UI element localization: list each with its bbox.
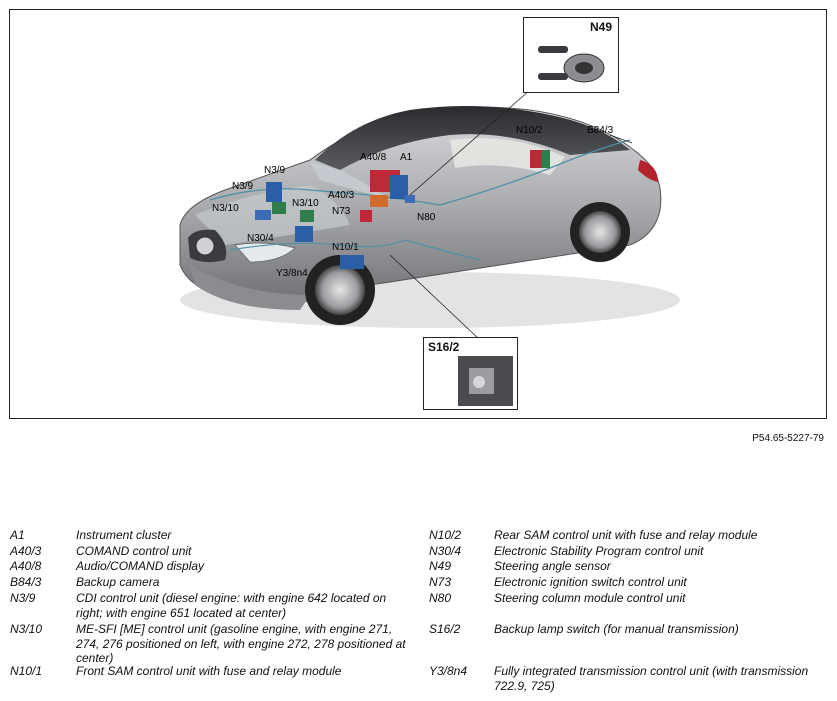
callout-n30-4: N30/4 — [247, 233, 274, 244]
legend-code: A40/3 — [10, 544, 42, 558]
legend-desc: Rear SAM control unit with fuse and relay module — [494, 528, 758, 542]
legend-desc: CDI control unit (diesel engine: with engine 642 located on right; with engine 651 located at center) — [76, 591, 387, 620]
callout-a40-3: A40/3 — [328, 190, 355, 201]
n49-inset — [523, 17, 619, 93]
callout-n73: N73 — [332, 206, 351, 217]
legend-desc: Steering angle sensor — [494, 559, 611, 573]
legend-desc: Fully integrated transmission control unit (with transmission 722.9, 725) — [494, 664, 809, 693]
callout-n3-9-b: N3/9 — [232, 181, 254, 192]
legend-code: Y3/8n4 — [429, 664, 468, 678]
n49-inset-label: N49 — [589, 20, 612, 34]
callout-n10-1: N10/1 — [332, 242, 359, 253]
s16-2-inset — [423, 337, 518, 410]
callout-b84-3: B84/3 — [587, 125, 614, 136]
figure-reference: P54.65-5227-79 — [752, 433, 824, 444]
legend-desc: COMAND control unit — [76, 544, 192, 558]
callout-n80: N80 — [417, 212, 436, 223]
legend-desc: Backup lamp switch (for manual transmission) — [494, 622, 739, 636]
s16-2-inset-label: S16/2 — [428, 340, 460, 354]
legend-code: A40/8 — [10, 559, 42, 573]
legend-code: N10/1 — [10, 664, 43, 678]
legend-code: N73 — [429, 575, 452, 589]
callout-y3-8n4: Y3/8n4 — [276, 268, 308, 279]
legend-code: N80 — [429, 591, 452, 605]
callout-n3-9: N3/9 — [264, 165, 286, 176]
legend-desc: Backup camera — [76, 575, 160, 589]
legend-desc: Front SAM control unit with fuse and relay module — [76, 664, 342, 678]
legend-code: B84/3 — [10, 575, 42, 589]
legend-desc: Steering column module control unit — [494, 591, 686, 605]
legend-code: S16/2 — [429, 622, 461, 636]
legend-desc: ME-SFI [ME] control unit (gasoline engine, with engine 271, 274, 276 positioned on left, with engine 272, 278 positioned at center) — [76, 622, 406, 665]
legend-code: N30/4 — [429, 544, 462, 558]
legend-desc: Audio/COMAND display — [76, 559, 205, 573]
legend-code: N3/10 — [10, 622, 43, 636]
legend-code: N49 — [429, 559, 452, 573]
legend-code: N10/2 — [429, 528, 462, 542]
callout-a40-8: A40/8 — [360, 152, 387, 163]
legend-desc: Electronic Stability Program control unit — [494, 544, 704, 558]
legend-code: N3/9 — [10, 591, 36, 605]
callout-a1: A1 — [400, 152, 413, 163]
callout-n10-2: N10/2 — [516, 125, 543, 136]
legend-code: A1 — [10, 528, 25, 542]
backup-lamp-switch-image — [424, 338, 517, 409]
legend-desc: Electronic ignition switch control unit — [494, 575, 687, 589]
legend-desc: Instrument cluster — [76, 528, 172, 542]
steering-angle-sensor-image — [524, 18, 618, 92]
callout-n3-10-b: N3/10 — [292, 198, 319, 209]
callout-n3-10: N3/10 — [212, 203, 239, 214]
vehicle-component-diagram — [9, 9, 827, 419]
